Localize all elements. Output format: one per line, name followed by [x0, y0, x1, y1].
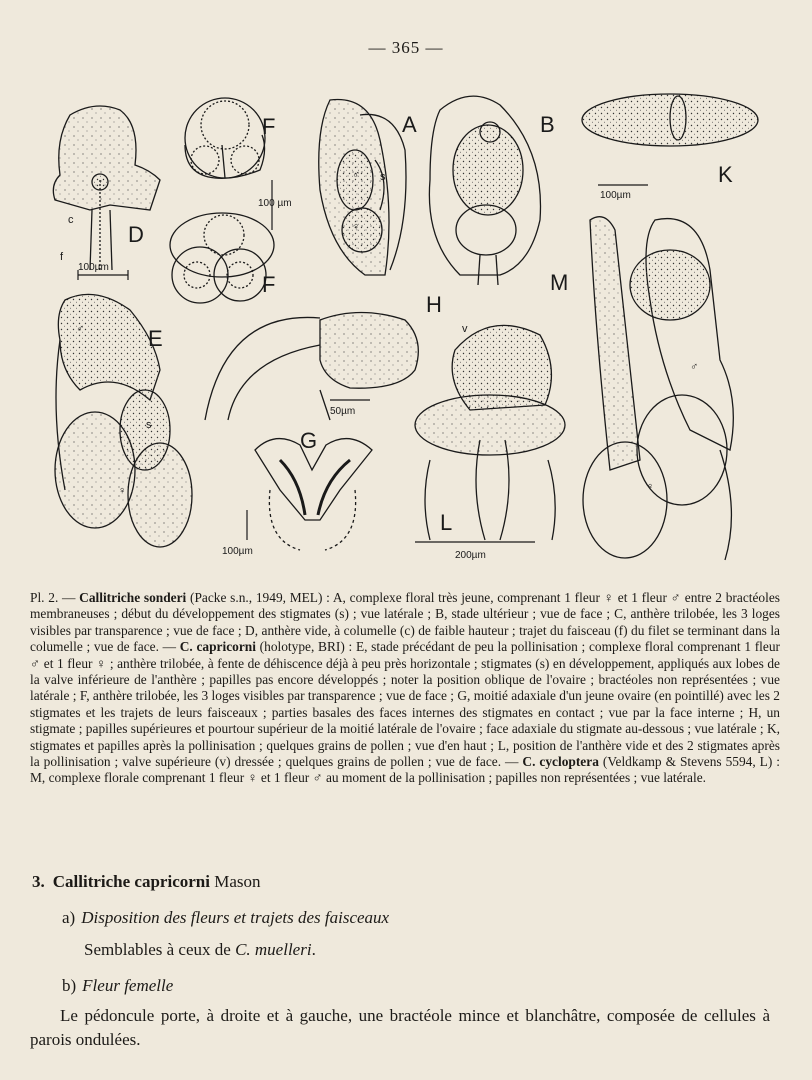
section-author: Mason	[209, 872, 261, 891]
figure-label-c: F	[262, 114, 276, 139]
mark-female-m: ♀	[646, 481, 655, 493]
figure-label-d: D	[128, 222, 144, 247]
scale-label-k: 100µm	[600, 190, 631, 201]
figure-h-drawing	[205, 313, 418, 421]
caption-text-cycloptera: (Veldkamp & Stevens 5594, L) : M, complexe florale comprenant 1 fleur ♀ et 1 fleur ♂ au moment de la pollinisation ; papilles non représentées ; vue latérale.	[30, 754, 781, 786]
figure-label-k: K	[718, 162, 733, 187]
mark-female-e: ♀	[118, 485, 127, 497]
subheading-a	[62, 908, 389, 928]
subheading-b-label: b)	[62, 976, 77, 995]
caption-text-capricorni: (holotype, BRI) : E, stade précédant de peu la pollinisation ; complexe floral comprenant 1 fleur ♂ et 1 fleur ♀ ; anthère trilobée, à fente de déhiscence déjà à peu près horizontale ; stigmates (s) en développement, appliqués aux lobes de la valve inférieure de l'anthère ; papilles pas encore développés ; noter la position oblique de l'ovaire ; bractéoles non représentées ; vue latérale ; F, anthère trilobée, les 3 loges visibles par transparence ; vue de face ; G, moitié adaxiale d'un jeune ovaire (en pointillé) avec les 2 stigmates et les trajets de leurs faisceaux ; parties basales des faces internes des stigmates en contact ; vue par la face interne ; H, un stigmate ; papilles supérieures et pourtour supérieur de la moitié latérale de l'ovaire ; face adaxiale du stigmate au-dessous ; vue latérale ; K, stigmates et papilles après la pollinisation ; quelques grains de pollen ; vue d'en haut ; L, position de l'anthère vide et des 2 stigmates après la pollinisation ; valve supérieure (v) dressée ; quelques grains de pollen ; vue de face. —	[30, 639, 780, 770]
figure-f-drawing	[170, 213, 274, 303]
figure-b-drawing	[429, 96, 540, 285]
scale-label-g: 100µm	[222, 546, 253, 557]
figure-a-drawing	[319, 100, 406, 276]
paragraph-a-prefix: Semblables à ceux de	[84, 940, 236, 959]
section-taxon: Callitriche capricorni	[52, 872, 210, 891]
paragraph-a-suffix: .	[311, 940, 316, 959]
figure-k-drawing	[582, 94, 758, 146]
section-heading	[32, 872, 261, 892]
mark-male-a: ♂	[352, 169, 361, 181]
mark-f-d: f	[60, 251, 64, 263]
scale-label-h: 50µm	[330, 406, 356, 417]
paragraph-a-taxon: C. muelleri	[235, 940, 312, 959]
plate-caption	[30, 590, 780, 787]
caption-taxon-capricorni: C. capricorni	[179, 639, 256, 655]
caption-text-sonderi: (Packe s.n., 1949, MEL) : A, complexe floral très jeune, comprenant 1 fleur ♀ et 1 fleur ♂ entre 2 bractéoles membraneuses ; début du développement des stigmates (s) ; vue latérale ; B, stade ultérieur ; vue de face ; C, anthère trilobée, les 3 loges visibles par transparence ; vue de face ; D, anthère vide, à columelle (c) de faible hauteur ; trajet du faisceau (f) du filet se terminant dans la columelle ; vue de face. —	[30, 590, 780, 655]
figure-label-g: G	[300, 428, 318, 453]
mark-v-l: v	[462, 323, 468, 335]
figure-d-drawing	[53, 106, 160, 270]
subheading-a-title: Disposition des fleurs et trajets des faisceaux	[81, 908, 390, 927]
paragraph-b: Le pédoncule porte, à droite et à gauche, une bractéole mince et blanchâtre, composée de cellules à parois ondulées.	[30, 1006, 770, 1049]
mark-male-m: ♂	[690, 361, 699, 373]
figure-m-drawing	[583, 217, 733, 560]
mark-s-a: s	[380, 171, 386, 183]
caption-taxon-cycloptera: C. cycloptera	[522, 754, 599, 770]
figure-label-h: H	[426, 292, 442, 317]
mark-s-e: s	[146, 419, 152, 431]
page-number: — 365 —	[368, 38, 444, 57]
section-number: 3.	[32, 872, 45, 891]
caption-taxon-sonderi: Callitriche sonderi	[79, 590, 187, 605]
figure-label-m: M	[550, 270, 569, 295]
mark-female-a: ♀	[352, 221, 361, 233]
figure-label-f: F	[262, 272, 276, 297]
figure-c-drawing	[185, 98, 265, 178]
botanical-plate	[0, 70, 812, 590]
figure-l-drawing	[415, 325, 565, 540]
scale-label-d: 100µm	[78, 262, 109, 273]
figure-label-a: A	[402, 112, 417, 137]
caption-prefix: Pl. 2. —	[30, 590, 80, 605]
scale-label-l: 200µm	[455, 550, 486, 561]
subheading-b-title: Fleur femelle	[82, 976, 174, 995]
subheading-b	[62, 976, 173, 996]
figure-label-e: E	[148, 326, 163, 351]
paragraph-a	[84, 940, 316, 960]
figure-label-l: L	[440, 510, 453, 535]
subheading-a-label: a)	[62, 908, 76, 927]
scale-label-c-f: 100 µm	[258, 198, 292, 209]
mark-male-e: ♂	[76, 323, 85, 335]
mark-c-d: c	[68, 214, 74, 226]
figure-g-drawing	[255, 439, 372, 550]
figure-label-b: B	[540, 112, 555, 137]
